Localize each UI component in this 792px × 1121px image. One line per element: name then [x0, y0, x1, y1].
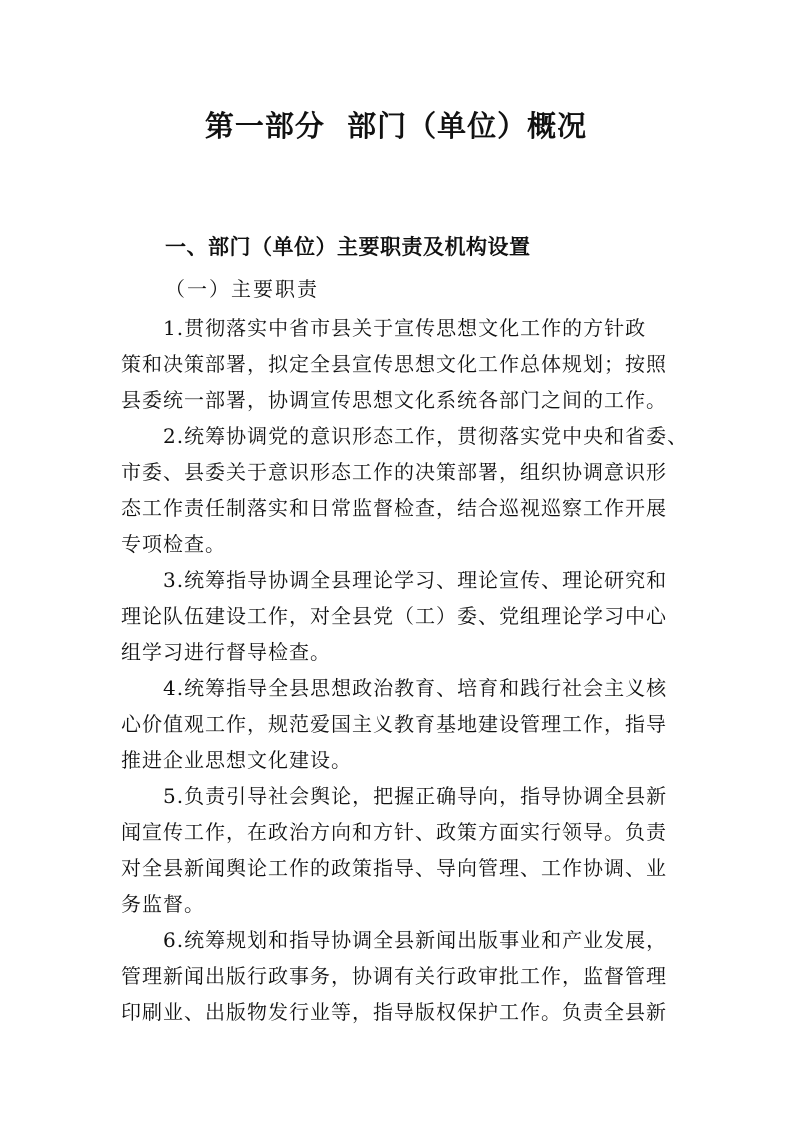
paragraph-line: 策和决策部署，拟定全县宣传思想文化工作总体规划；按照: [121, 352, 667, 376]
paragraph-line: 4.统筹指导全县思想政治教育、培育和践行社会主义核: [163, 676, 668, 700]
paragraph-line: 2.统筹协调党的意识形态工作，贯彻落实党中央和省委、: [163, 424, 689, 448]
paragraph-line: 心价值观工作，规范爱国主义教育基地建设管理工作，指导: [121, 712, 667, 736]
paragraph-line: 县委统一部署，协调宣传思想文化系统各部门之间的工作。: [121, 388, 667, 412]
paragraph-line: 印刷业、出版物发行业等，指导版权保护工作。负责全县新: [121, 1000, 667, 1024]
section-heading: 一、部门（单位）主要职责及机构设置: [165, 235, 531, 259]
paragraph-line: 1.贯彻落实中省市县关于宣传思想文化工作的方针政: [163, 316, 647, 340]
paragraph-line: 管理新闻出版行政事务，协调有关行政审批工作，监督管理: [121, 964, 667, 988]
paragraph-line: 组学习进行督导检查。: [121, 640, 331, 664]
paragraph: [121, 670, 701, 778]
paragraph: [121, 418, 701, 562]
paragraph-line: 推进企业思想文化建设。: [121, 748, 352, 772]
paragraph-line: 市委、县委关于意识形态工作的决策部署，组织协调意识形: [121, 460, 667, 484]
paragraph: [121, 310, 701, 418]
paragraph: [121, 778, 701, 922]
paragraph-line: 3.统筹指导协调全县理论学习、理论宣传、理论研究和: [163, 568, 668, 592]
subsection-heading: （一）主要职责: [165, 277, 319, 301]
paragraph-line: 态工作责任制落实和日常监督检查，结合巡视巡察工作开展: [121, 496, 667, 520]
paragraph-line: 理论队伍建设工作，对全县党（工）委、党组理论学习中心: [121, 604, 667, 628]
paragraph-line: 5.负责引导社会舆论，把握正确导向，指导协调全县新: [163, 784, 668, 808]
body-text: [121, 310, 701, 1030]
paragraph-line: 务监督。: [121, 892, 205, 916]
page-title: 第一部分 部门（单位）概况: [204, 109, 588, 143]
paragraph-line: 专项检查。: [121, 532, 226, 556]
paragraph-line: 闻宣传工作，在政治方向和方针、政策方面实行领导。负责: [121, 820, 667, 844]
paragraph-line: 对全县新闻舆论工作的政策指导、导向管理、工作协调、业: [121, 856, 667, 880]
paragraph-line: 6.统筹规划和指导协调全县新闻出版事业和产业发展，: [163, 928, 668, 952]
paragraph: [121, 922, 701, 1030]
paragraph: [121, 562, 701, 670]
